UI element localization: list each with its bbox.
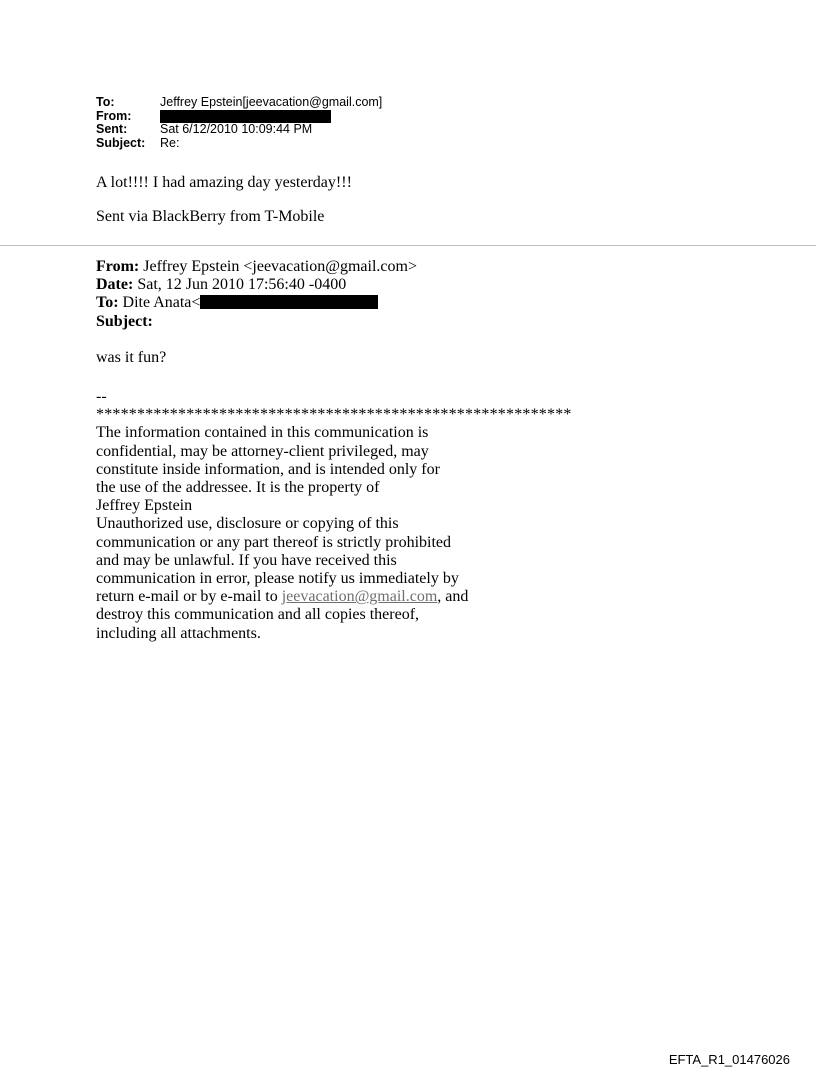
message-signature: Sent via BlackBerry from T-Mobile	[96, 208, 325, 225]
to-label: To:	[96, 95, 115, 109]
disclaimer-line: Jeffrey Epstein	[96, 497, 193, 515]
to-value: Jeffrey Epstein[jeevacation@gmail.com]	[160, 95, 383, 109]
signature-dashes: --	[96, 388, 107, 405]
sent-label: Sent:	[96, 122, 128, 136]
disclaimer-line: communication in error, please notify us immediately by	[96, 570, 459, 588]
redaction-bar	[160, 110, 331, 123]
redaction-bar	[200, 295, 378, 309]
message-line-1: A lot!!!! I had amazing day yesterday!!!	[96, 174, 352, 191]
disclaimer-line: confidential, may be attorney-client privileged, may	[96, 442, 429, 460]
disclaimer-line: The information contained in this communication is	[96, 424, 429, 442]
disclaimer-line: communication or any part thereof is strictly prohibited	[96, 533, 452, 551]
sent-value: Sat 6/12/2010 10:09:44 PM	[160, 122, 313, 136]
header-to-row	[96, 96, 382, 110]
quoted-subject-label: Subject:	[96, 312, 153, 330]
quoted-date-value: Sat, 12 Jun 2010 17:56:40 -0400	[137, 276, 347, 294]
quoted-body: was it fun?	[96, 348, 167, 366]
email-header	[96, 96, 382, 150]
subject-label: Subject:	[96, 135, 146, 150]
stars-separator: **********************************************************	[96, 406, 572, 424]
disclaimer-line: including all attachments.	[96, 624, 261, 642]
disclaimer-line: constitute inside information, and is intended only for	[96, 460, 440, 478]
divider	[0, 245, 816, 246]
email-link[interactable]: jeevacation@gmail.com	[281, 588, 438, 606]
quoted-date-row	[96, 276, 417, 294]
return-prefix: return e-mail or by e-mail to	[96, 588, 282, 606]
header-from-row	[96, 110, 382, 124]
disclaimer	[96, 388, 572, 643]
quoted-to-row	[96, 294, 417, 312]
quoted-header	[96, 258, 417, 367]
quoted-to-value: Dite Anata<	[122, 294, 201, 312]
disclaimer-line: destroy this communication and all copies thereof,	[96, 606, 420, 624]
quoted-from-value: Jeffrey Epstein <jeevacation@gmail.com>	[143, 258, 417, 275]
quoted-from-row	[96, 258, 417, 276]
quoted-to-label: To:	[96, 294, 119, 312]
document-id: EFTA_R1_01476026	[668, 1052, 790, 1067]
disclaimer-line: Unauthorized use, disclosure or copying of this	[96, 515, 399, 533]
disclaimer-line: the use of the addressee. It is the property of	[96, 479, 380, 497]
disclaimer-line: and may be unlawful. If you have received this	[96, 551, 397, 569]
from-label: From:	[96, 108, 132, 123]
disclaimer-return-line	[96, 588, 572, 606]
quoted-from-label: From:	[96, 258, 140, 275]
header-sent-row	[96, 123, 382, 137]
quoted-subject-row	[96, 313, 417, 331]
quoted-date-label: Date:	[96, 276, 134, 294]
return-suffix: , and	[437, 588, 469, 606]
header-subject-row	[96, 137, 382, 151]
subject-value: Re:	[160, 135, 180, 150]
